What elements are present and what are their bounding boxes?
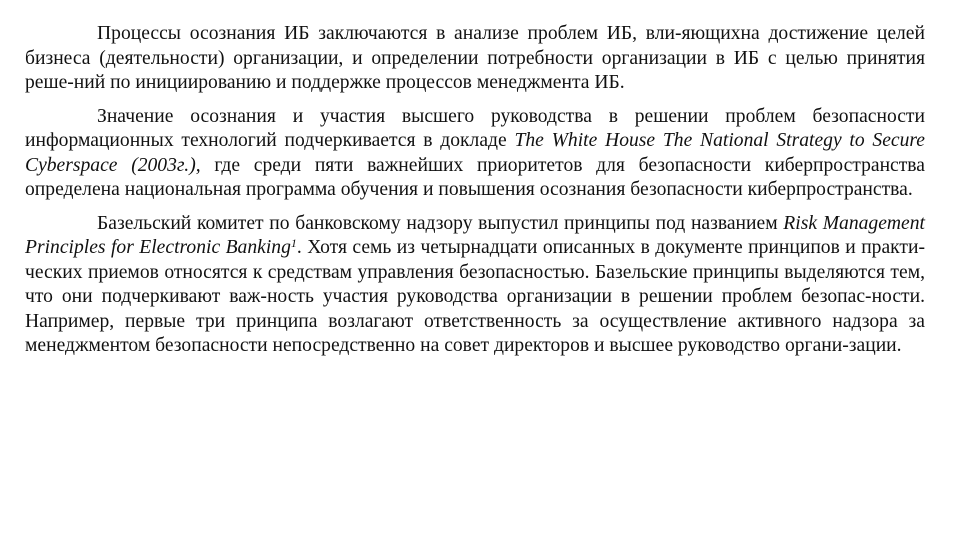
paragraph-3-text-before: Базельский комитет по банковскому надзору выпустил принципы под названием xyxy=(97,212,784,234)
paragraph-3-text-after: . Хотя семь из четырнадцати описанных в документе принципов и практи-ческих приемов относятся к средствам управления безопасностью. Базельские принципы выделяются тем, что они подчеркивают важ-ность участия руководства организации в решении проблем безопас-ности. Например, первые три принципа возлагают ответственность за осуществление активного надзора за менеджментом безопасности непосредственно на совет директоров и высшее руководство органи-зации. xyxy=(25,237,926,356)
document-body xyxy=(25,22,925,359)
paragraph-2-text-after: где среди пяти важнейших приоритетов для безопасности киберпространства определена национальная программа обучения и повышения осознания безопасности киберпространства. xyxy=(25,154,925,200)
paragraph-2-cited-document: The White House The National Strategy to Secure Cyberspace (2003г.), xyxy=(25,130,925,176)
paragraph-awareness-processes xyxy=(25,22,925,96)
paragraph-2-text-before: Значение осознания и участия высшего руководства в решении проблем безопасности информационных технологий подчеркивается в докладе xyxy=(25,105,925,151)
paragraph-1-text: Процессы осознания ИБ заключаются в анализе проблем ИБ, вли-яющихна достижение целей бизнеса (деятельности) организации, и определении потребности организации в ИБ с целью принятия реше-ний по инициированию и поддержке процессов менеджмента ИБ. xyxy=(25,23,925,93)
paragraph-basel-committee xyxy=(25,212,925,359)
footnote-marker: 1 xyxy=(290,236,297,250)
paragraph-3-cited-document: Risk Management Principles for Electronic Banking xyxy=(25,212,925,258)
paragraph-senior-management-role xyxy=(25,105,925,203)
